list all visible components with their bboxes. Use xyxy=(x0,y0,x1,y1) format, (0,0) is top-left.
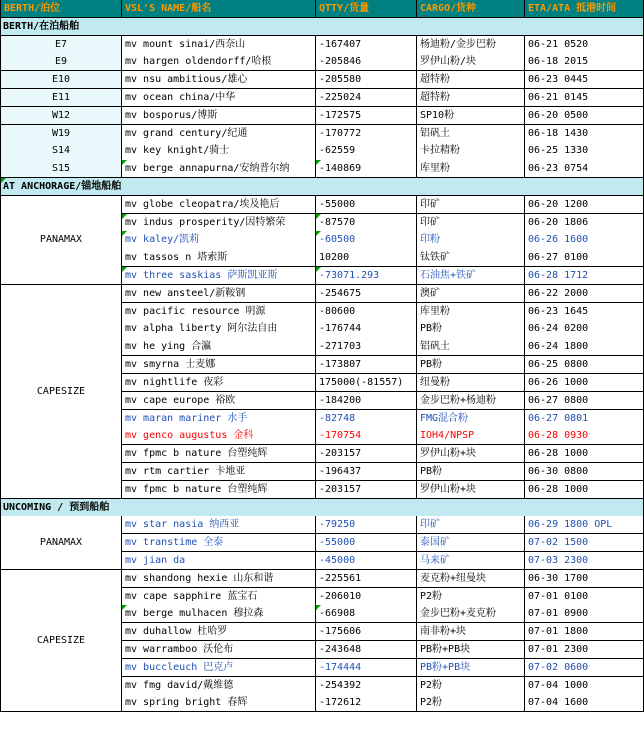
berth-cell: S15 xyxy=(0,160,122,178)
comment-marker-icon xyxy=(122,214,127,219)
eta-cell: 07-04 1000 xyxy=(525,677,644,695)
comment-marker-icon xyxy=(316,214,321,219)
table-row xyxy=(0,53,644,71)
quantity-cell: -62559 xyxy=(316,142,417,160)
vessel-name-cell: mv star nasia 纳西亚 xyxy=(122,516,316,534)
berth-cell: E9 xyxy=(0,53,122,71)
cargo-cell: 钛铁矿 xyxy=(417,249,525,267)
cargo-cell: IOH4/NPSP xyxy=(417,427,525,445)
quantity-cell: -82748 xyxy=(316,410,417,428)
vessel-name-cell: mv indus prosperity/因特繁荣 xyxy=(122,214,316,232)
table-row xyxy=(0,374,644,392)
quantity-cell: -170754 xyxy=(316,427,417,445)
quantity-cell: -203157 xyxy=(316,481,417,499)
table-row xyxy=(0,107,644,125)
table-row xyxy=(0,659,644,677)
cargo-cell: P2粉 xyxy=(417,588,525,606)
vessel-name-cell: mv berge mulhacen 穆拉森 xyxy=(122,605,316,623)
cargo-cell: 纽曼粉 xyxy=(417,374,525,392)
table-row xyxy=(0,463,644,481)
header-quantity: QTTY/货量 xyxy=(316,0,417,18)
table-row xyxy=(0,231,644,249)
quantity-cell: -175606 xyxy=(316,623,417,641)
table-row xyxy=(0,534,644,552)
vessel-name-cell: mv spring bright 春辉 xyxy=(122,694,316,712)
comment-marker-icon xyxy=(316,605,321,610)
eta-cell: 06-24 1800 xyxy=(525,338,644,356)
table-row xyxy=(0,410,644,428)
table-row xyxy=(0,71,644,89)
quantity-cell: -172575 xyxy=(316,107,417,125)
quantity-cell: -203157 xyxy=(316,445,417,463)
comment-marker-icon xyxy=(122,160,127,165)
quantity-cell: -205846 xyxy=(316,53,417,71)
vessel-name-cell: mv shandong hexie 山东和谐 xyxy=(122,570,316,588)
berth-cell: S14 xyxy=(0,142,122,160)
quantity-cell: -173807 xyxy=(316,356,417,374)
cargo-cell: 马来矿 xyxy=(417,552,525,570)
vessel-name-cell: mv cape europe 裕欧 xyxy=(122,392,316,410)
comment-marker-icon xyxy=(122,231,127,236)
eta-cell: 07-02 1500 xyxy=(525,534,644,552)
table-row xyxy=(0,285,644,303)
cargo-cell: 罗伊山粉/块 xyxy=(417,53,525,71)
table-row xyxy=(0,303,644,321)
table-row xyxy=(0,694,644,712)
section-header: UNCOMING / 预到船舶 xyxy=(0,499,644,517)
vessel-name-cell: mv fpmc b nature 台塑纯辉 xyxy=(122,481,316,499)
eta-cell: 06-21 0520 xyxy=(525,36,644,54)
table-row xyxy=(0,570,644,588)
berth-cell: E7 xyxy=(0,36,122,54)
eta-cell: 07-01 0900 xyxy=(525,605,644,623)
eta-cell: 06-21 0145 xyxy=(525,89,644,107)
section-header: BERTH/在泊船舶 xyxy=(0,18,644,36)
cargo-cell: 印粉 xyxy=(417,231,525,249)
cargo-cell: 印矿 xyxy=(417,196,525,214)
vessel-class-label: PANAMAX xyxy=(39,234,83,246)
vessel-name-cell: mv hargen oldendorff/哈根 xyxy=(122,53,316,71)
vessel-name-cell: mv key knight/骑士 xyxy=(122,142,316,160)
table-row xyxy=(0,160,644,178)
table-row xyxy=(0,356,644,374)
cargo-cell: PB粉 xyxy=(417,356,525,374)
cargo-cell: 金步巴粉+杨迪粉 xyxy=(417,392,525,410)
quantity-cell: -170772 xyxy=(316,125,417,143)
vessel-name-cell: mv rtm cartier 卡地亚 xyxy=(122,463,316,481)
comment-marker-icon xyxy=(122,605,127,610)
cargo-cell: 库里粉 xyxy=(417,303,525,321)
eta-cell: 06-30 1700 xyxy=(525,570,644,588)
quantity-cell: -80600 xyxy=(316,303,417,321)
table-row xyxy=(0,623,644,641)
berth-cell: E11 xyxy=(0,89,122,107)
cargo-cell: 库里粉 xyxy=(417,160,525,178)
cargo-cell: PB粉+PB块 xyxy=(417,641,525,659)
quantity-cell: 10200 xyxy=(316,249,417,267)
eta-cell: 06-28 1000 xyxy=(525,481,644,499)
eta-cell: 06-20 1200 xyxy=(525,196,644,214)
vessel-name-cell: mv buccleuch 巴克卢 xyxy=(122,659,316,677)
cargo-cell: 澳矿 xyxy=(417,285,525,303)
eta-cell: 06-18 2015 xyxy=(525,53,644,71)
quantity-cell: -205580 xyxy=(316,71,417,89)
table-row xyxy=(0,125,644,143)
eta-cell: 06-23 1645 xyxy=(525,303,644,321)
header-berth: BERTH/泊位 xyxy=(0,0,122,18)
cargo-cell: PB粉+PB块 xyxy=(417,659,525,677)
header-cargo: CARGO/货种 xyxy=(417,0,525,18)
eta-cell: 06-20 0500 xyxy=(525,107,644,125)
cargo-cell: 罗伊山粉+块 xyxy=(417,445,525,463)
table-row xyxy=(0,605,644,623)
quantity-cell: -60500 xyxy=(316,231,417,249)
eta-cell: 06-20 1806 xyxy=(525,214,644,232)
vessel-name-cell: mv alpha liberty 阿尔法自由 xyxy=(122,320,316,338)
vessel-name-cell: mv warramboo 沃伦布 xyxy=(122,641,316,659)
eta-cell: 06-30 0800 xyxy=(525,463,644,481)
vessel-name-cell: mv nightlife 夜彩 xyxy=(122,374,316,392)
eta-cell: 06-25 1330 xyxy=(525,142,644,160)
quantity-cell: -254675 xyxy=(316,285,417,303)
vessel-name-cell: mv jian da xyxy=(122,552,316,570)
comment-marker-icon xyxy=(1,178,6,183)
cargo-cell: P2粉 xyxy=(417,694,525,712)
quantity-cell: -140869 xyxy=(316,160,417,178)
cargo-cell: 铝矾土 xyxy=(417,125,525,143)
table-row xyxy=(0,516,644,534)
eta-cell: 06-27 0800 xyxy=(525,392,644,410)
eta-cell: 07-04 1600 xyxy=(525,694,644,712)
eta-cell: 07-02 0600 xyxy=(525,659,644,677)
table-row xyxy=(0,481,644,499)
quantity-cell: -167407 xyxy=(316,36,417,54)
vessel-name-cell: mv berge annapurna/安纳普尔纳 xyxy=(122,160,316,178)
vessel-name-cell: mv cape sapphire 蓝宝石 xyxy=(122,588,316,606)
cargo-cell: 超特粉 xyxy=(417,89,525,107)
vessel-name-cell: mv new ansteel/新鞍钢 xyxy=(122,285,316,303)
quantity-cell: -271703 xyxy=(316,338,417,356)
vessel-name-cell: mv smyrna 士麦娜 xyxy=(122,356,316,374)
berth-cell: W19 xyxy=(0,125,122,143)
eta-cell: 06-23 0754 xyxy=(525,160,644,178)
eta-cell: 07-01 1800 xyxy=(525,623,644,641)
quantity-cell: -73071.293 xyxy=(316,267,417,285)
eta-cell: 06-26 1000 xyxy=(525,374,644,392)
cargo-cell: FMG混合粉 xyxy=(417,410,525,428)
table-row xyxy=(0,267,644,285)
table-row xyxy=(0,249,644,267)
table-row xyxy=(0,641,644,659)
table-row xyxy=(0,338,644,356)
comment-marker-icon xyxy=(316,267,321,272)
vessel-name-cell: mv three saskias 萨斯凯亚斯 xyxy=(122,267,316,285)
cargo-cell: 南非粉+块 xyxy=(417,623,525,641)
eta-cell: 06-23 0445 xyxy=(525,71,644,89)
eta-cell: 06-25 0800 xyxy=(525,356,644,374)
berth-cell: E10 xyxy=(0,71,122,89)
quantity-cell: -243648 xyxy=(316,641,417,659)
vessel-name-cell: mv fpmc b nature 台塑纯辉 xyxy=(122,445,316,463)
table-row xyxy=(0,89,644,107)
cargo-cell: PB粉 xyxy=(417,320,525,338)
quantity-cell: -45000 xyxy=(316,552,417,570)
quantity-cell: -254392 xyxy=(316,677,417,695)
table-row xyxy=(0,36,644,54)
vessel-name-cell: mv transtime 全泰 xyxy=(122,534,316,552)
quantity-cell: -225561 xyxy=(316,570,417,588)
header-vessel-name: VSL'S NAME/船名 xyxy=(122,0,316,18)
cargo-cell: P2粉 xyxy=(417,677,525,695)
section-header: AT ANCHORAGE/锚地船舶 xyxy=(0,178,644,196)
quantity-cell: -66908 xyxy=(316,605,417,623)
eta-cell: 06-28 1712 xyxy=(525,267,644,285)
table-row xyxy=(0,427,644,445)
cargo-cell: 罗伊山粉+块 xyxy=(417,481,525,499)
vessel-name-cell: mv duhallow 杜哈罗 xyxy=(122,623,316,641)
comment-marker-icon xyxy=(316,231,321,236)
header-row xyxy=(0,0,644,18)
cargo-cell: 麦克粉+纽曼块 xyxy=(417,570,525,588)
cargo-cell: 泰国矿 xyxy=(417,534,525,552)
quantity-cell: -196437 xyxy=(316,463,417,481)
quantity-cell: -225024 xyxy=(316,89,417,107)
eta-cell: 07-01 0100 xyxy=(525,588,644,606)
table-row xyxy=(0,445,644,463)
vessel-name-cell: mv fmg david/戴维德 xyxy=(122,677,316,695)
vessel-name-cell: mv mount sinai/西奈山 xyxy=(122,36,316,54)
header-eta: ETA/ATA 抵港时间 xyxy=(525,0,644,18)
eta-cell: 06-29 1800 OPL xyxy=(525,516,644,534)
eta-cell: 06-27 0801 xyxy=(525,410,644,428)
table-row xyxy=(0,142,644,160)
vessel-name-cell: mv tassos n 塔索斯 xyxy=(122,249,316,267)
eta-cell: 07-03 2300 xyxy=(525,552,644,570)
quantity-cell: -174444 xyxy=(316,659,417,677)
cargo-cell: PB粉 xyxy=(417,463,525,481)
quantity-cell: -79250 xyxy=(316,516,417,534)
table-row xyxy=(0,552,644,570)
vessel-name-cell: mv he ying 合瀛 xyxy=(122,338,316,356)
vessel-name-cell: mv bosporus/博斯 xyxy=(122,107,316,125)
quantity-cell: -176744 xyxy=(316,320,417,338)
eta-cell: 07-01 2300 xyxy=(525,641,644,659)
vessel-name-cell: mv ocean china/中华 xyxy=(122,89,316,107)
table-row xyxy=(0,392,644,410)
vessel-name-cell: mv maran mariner 水手 xyxy=(122,410,316,428)
table-row xyxy=(0,677,644,695)
quantity-cell: -55000 xyxy=(316,534,417,552)
eta-cell: 06-28 0930 xyxy=(525,427,644,445)
table-row xyxy=(0,320,644,338)
cargo-cell: SP10粉 xyxy=(417,107,525,125)
table-row xyxy=(0,588,644,606)
eta-cell: 06-27 0100 xyxy=(525,249,644,267)
quantity-cell: -87570 xyxy=(316,214,417,232)
eta-cell: 06-18 1430 xyxy=(525,125,644,143)
cargo-cell: 印矿 xyxy=(417,516,525,534)
vessel-name-cell: mv globe cleopatra/埃及艳后 xyxy=(122,196,316,214)
eta-cell: 06-26 1600 xyxy=(525,231,644,249)
cargo-cell: 卡拉精粉 xyxy=(417,142,525,160)
table-row xyxy=(0,214,644,232)
vessel-name-cell: mv nsu ambitious/雄心 xyxy=(122,71,316,89)
quantity-cell: -206010 xyxy=(316,588,417,606)
cargo-cell: 印矿 xyxy=(417,214,525,232)
vessel-name-cell: mv genco augustus 金科 xyxy=(122,427,316,445)
vessel-class-label: CAPESIZE xyxy=(36,385,86,397)
table-row xyxy=(0,196,644,214)
quantity-cell: -55000 xyxy=(316,196,417,214)
eta-cell: 06-28 1000 xyxy=(525,445,644,463)
cargo-cell: 石油焦+铁矿 xyxy=(417,267,525,285)
cargo-cell: 超特粉 xyxy=(417,71,525,89)
vessel-class-label: CAPESIZE xyxy=(36,634,86,646)
cargo-cell: 金步巴粉+麦克粉 xyxy=(417,605,525,623)
vessel-name-cell: mv kaley/凯莉 xyxy=(122,231,316,249)
quantity-cell: -172612 xyxy=(316,694,417,712)
vessel-name-cell: mv grand century/纪通 xyxy=(122,125,316,143)
comment-marker-icon xyxy=(122,267,127,272)
eta-cell: 06-22 2000 xyxy=(525,285,644,303)
cargo-cell: 杨迪粉/金步巴粉 xyxy=(417,36,525,54)
vessel-name-cell: mv pacific resource 明源 xyxy=(122,303,316,321)
eta-cell: 06-24 0200 xyxy=(525,320,644,338)
berth-cell: W12 xyxy=(0,107,122,125)
vessel-class-label: PANAMAX xyxy=(39,537,83,549)
comment-marker-icon xyxy=(316,160,321,165)
quantity-cell: -184200 xyxy=(316,392,417,410)
quantity-cell: 175000(-81557) xyxy=(316,374,417,392)
cargo-cell: 铝矾土 xyxy=(417,338,525,356)
